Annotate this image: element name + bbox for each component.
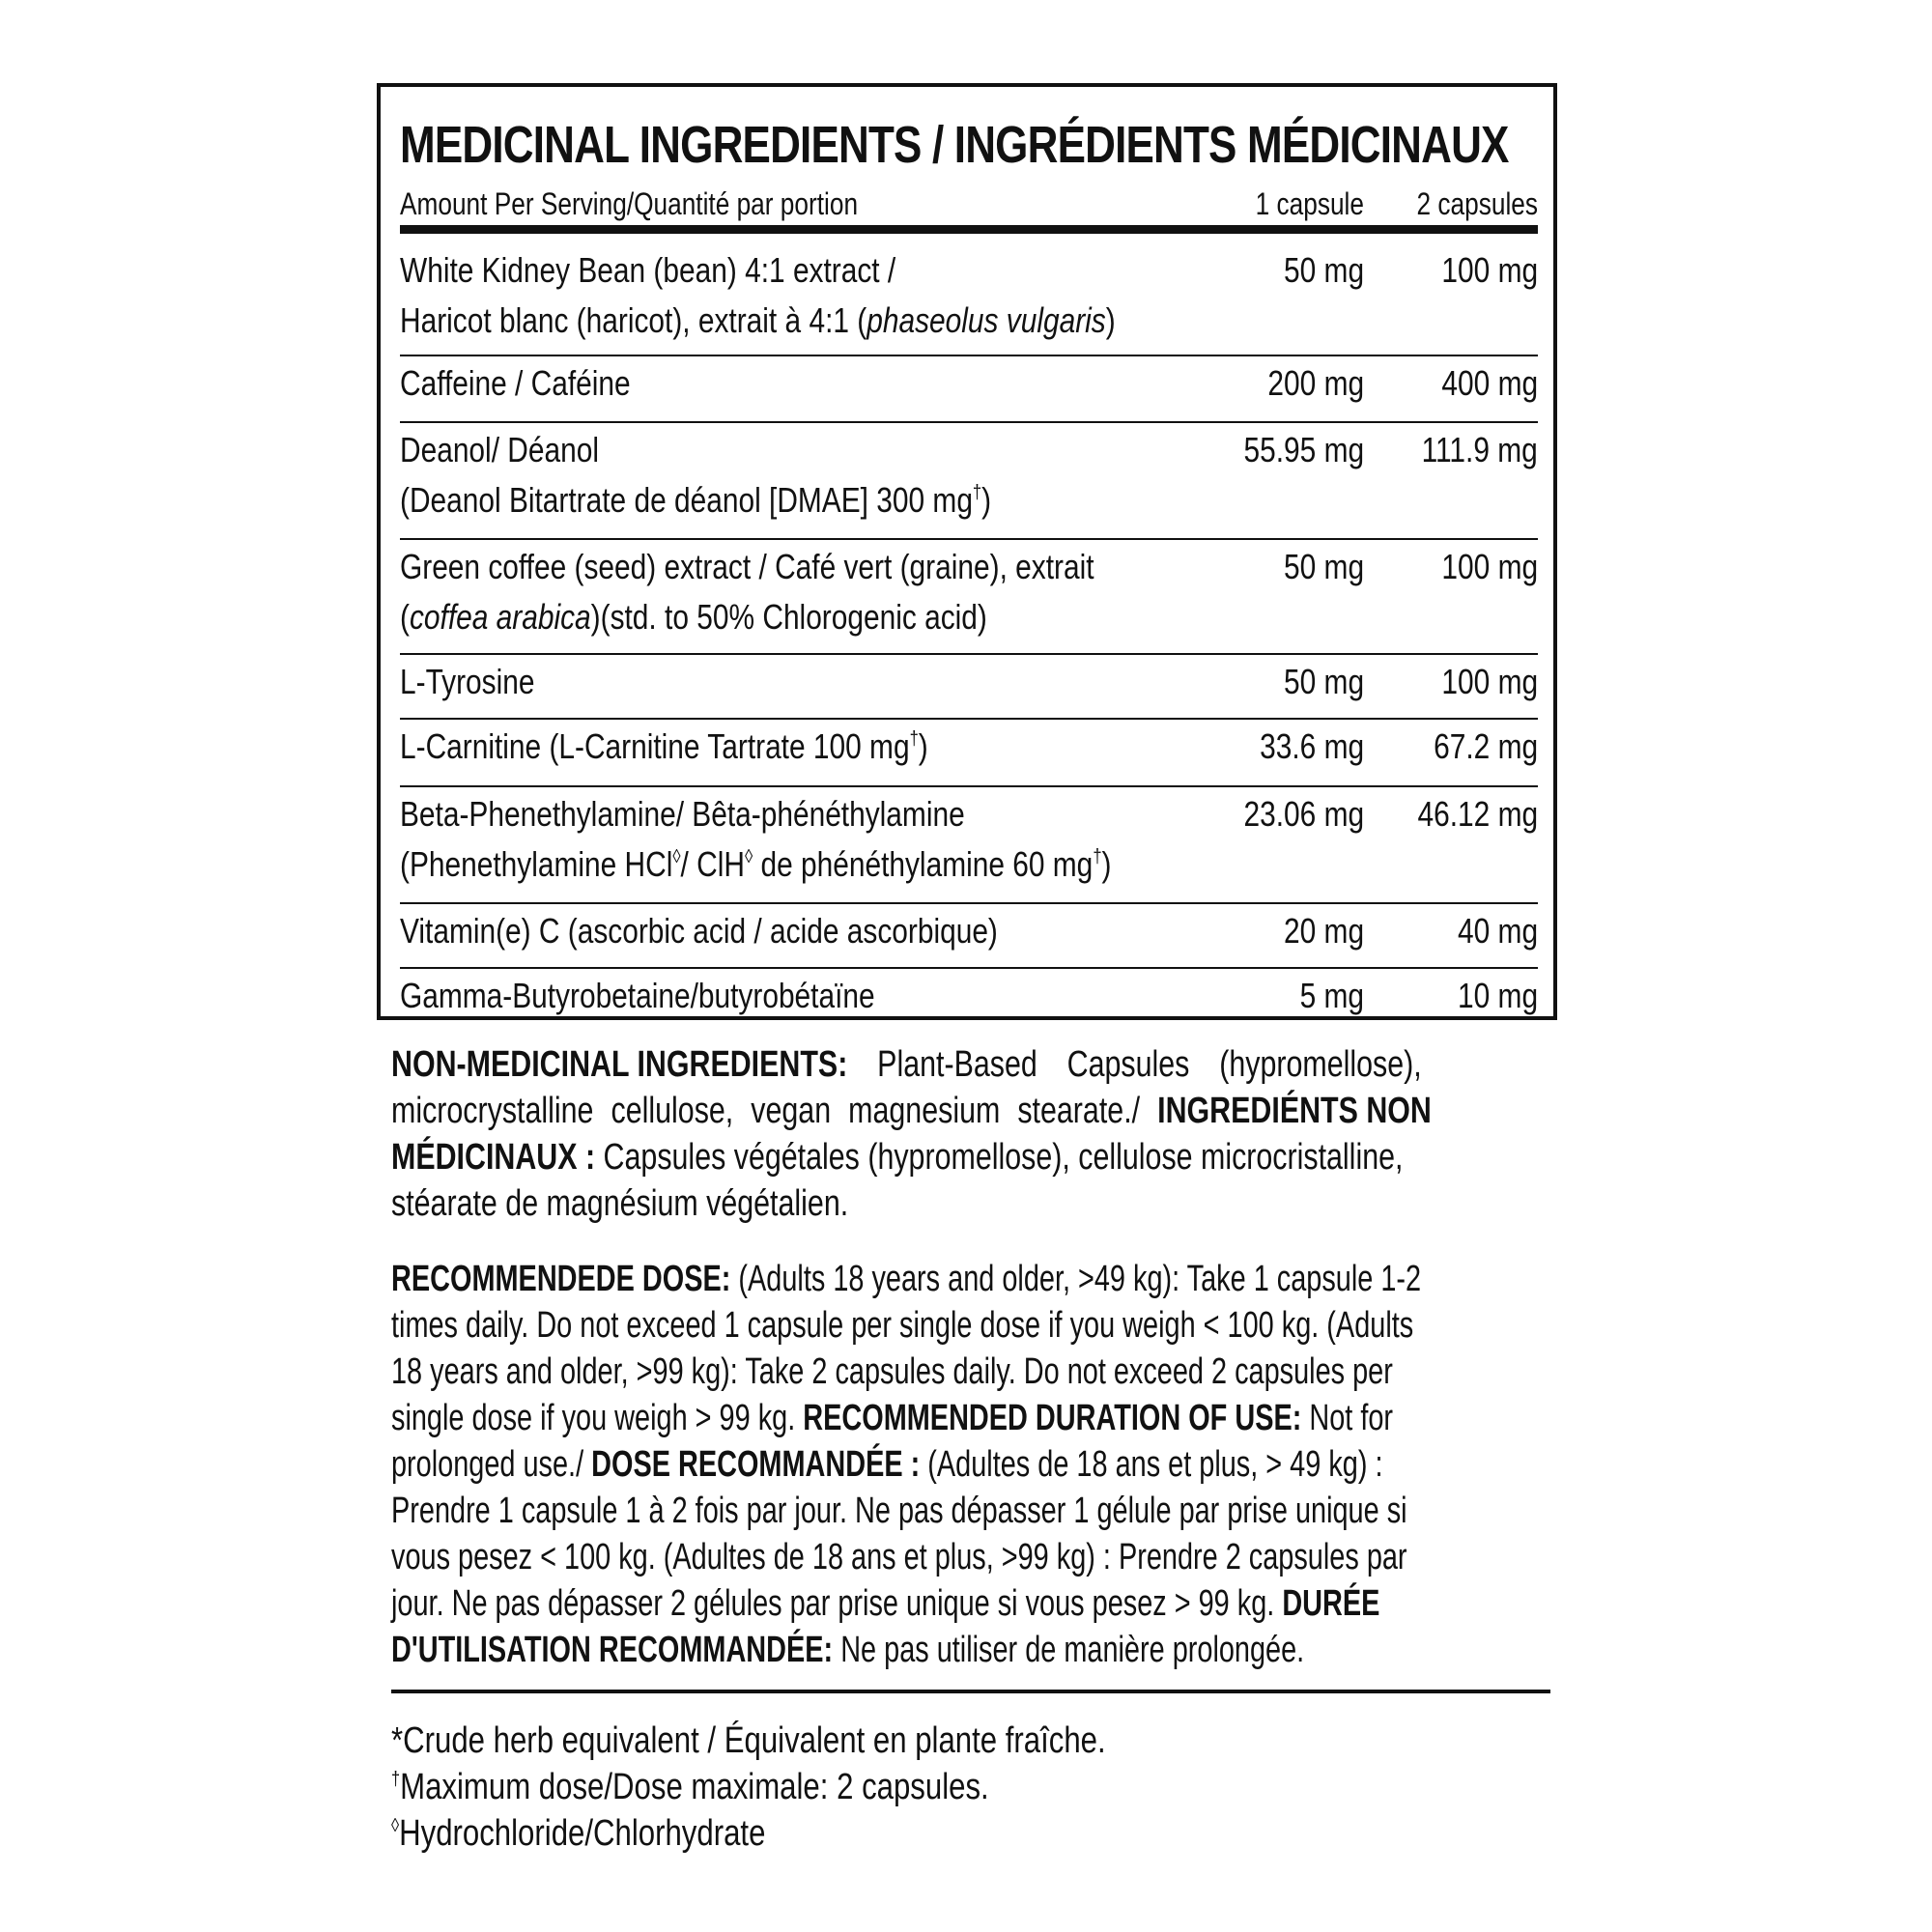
amount-2-capsules: 46.12 mg	[1417, 794, 1538, 834]
text-line: vous pesez < 100 kg. (Adultes de 18 ans et plus, >99 kg) : Prendre 2 capsules par	[391, 1537, 1407, 1577]
amount-1-capsule: 20 mg	[1283, 911, 1364, 951]
ingredient-name: White Kidney Bean (bean) 4:1 extract / Haricot blanc (haricot), extrait à 4:1 (phaseolus vulgaris)	[400, 250, 1116, 340]
amount-1-capsule: 55.95 mg	[1243, 430, 1364, 469]
ingredient-name: Caffeine / Caféine	[400, 363, 631, 403]
ingredient-name: Deanol/ Déanol (Deanol Bitartrate de déanol [DMAE] 300 mg†)	[400, 430, 992, 520]
text-line: single dose if you weigh > 99 kg. RECOMMENDED DURATION OF USE: Not for	[391, 1398, 1394, 1438]
text-line: Prendre 1 capsule 1 à 2 fois par jour. Ne pas dépasser 1 gélule par prise unique si	[391, 1491, 1407, 1531]
amount-1-capsule: 200 mg	[1267, 363, 1364, 403]
amount-2-capsules: 400 mg	[1441, 363, 1538, 403]
text-line: RECOMMENDEDE DOSE: (Adults 18 years and older, >49 kg): Take 1 capsule 1-2	[391, 1259, 1422, 1299]
text-line: D'UTILISATION RECOMMANDÉE: Ne pas utiliser de manière prolongée.	[391, 1630, 1305, 1670]
ingredient-name: L-Tyrosine	[400, 662, 535, 701]
amount-1-capsule: 50 mg	[1283, 250, 1364, 290]
amount-2-capsules: 10 mg	[1457, 976, 1538, 1015]
footnote: ◊Hydrochloride/Chlorhydrate	[391, 1813, 766, 1854]
text-line: prolonged use./ DOSE RECOMMANDÉE : (Adultes de 18 ans et plus, > 49 kg) :	[391, 1444, 1383, 1485]
ingredient-row	[400, 542, 1538, 655]
section-divider	[391, 1690, 1550, 1693]
amount-2-capsules: 67.2 mg	[1434, 726, 1538, 766]
ingredient-name: Green coffee (seed) extract / Café vert (graine), extrait (coffea arabica)(std. to 50% Chlorogenic acid)	[400, 547, 1094, 637]
ingredient-name: Beta-Phenethylamine/ Bêta-phénéthylamine (Phenethylamine HCl◊/ ClH◊ de phénéthylamine 60 mg†)	[400, 794, 1112, 884]
amount-label: Amount Per Serving/Quantité par portion	[400, 186, 859, 221]
ingredient-row	[400, 971, 1538, 1019]
amount-2-capsules: 100 mg	[1441, 547, 1538, 586]
header-rule	[400, 225, 1538, 234]
recommended-dose	[391, 1256, 1546, 1673]
amount-1-capsule: 33.6 mg	[1260, 726, 1364, 766]
ingredient-row	[400, 906, 1538, 969]
ingredient-row	[400, 722, 1538, 787]
text-line: NON-MEDICINAL INGREDIENTS: Plant-Based Capsules (hypromellose),	[391, 1044, 1422, 1085]
ingredient-row	[400, 425, 1538, 540]
text-line: 18 years and older, >99 kg): Take 2 capsules daily. Do not exceed 2 capsules per	[391, 1351, 1393, 1392]
ingredient-row	[400, 245, 1538, 356]
text-line: jour. Ne pas dépasser 2 gélules par prise unique si vous pesez > 99 kg. DURÉE	[391, 1583, 1380, 1624]
amount-1-capsule: 50 mg	[1283, 547, 1364, 586]
amount-2-capsules: 40 mg	[1457, 911, 1538, 951]
ingredient-name: L-Carnitine (L-Carnitine Tartrate 100 mg†)	[400, 726, 928, 766]
footnote: †Maximum dose/Dose maximale: 2 capsules.	[391, 1767, 989, 1807]
ingredient-name: Vitamin(e) C (ascorbic acid / acide ascorbique)	[400, 911, 998, 951]
text-line: MÉDICINAUX : Capsules végétales (hypromellose), cellulose microcristalline,	[391, 1137, 1404, 1178]
amount-per-serving-header	[400, 186, 1538, 221]
amount-2-capsules: 111.9 mg	[1421, 430, 1538, 469]
text-line: stéarate de magnésium végétalien.	[391, 1183, 849, 1224]
footnotes	[391, 1718, 1263, 1857]
medicinal-ingredients-table	[377, 83, 1557, 1020]
ingredient-row	[400, 789, 1538, 904]
amount-1-capsule: 5 mg	[1299, 976, 1364, 1015]
text-line: microcrystalline cellulose, vegan magnesium stearate./ INGREDIÉNTS NON	[391, 1091, 1432, 1131]
amount-1-capsule: 23.06 mg	[1243, 794, 1364, 834]
amount-2-capsules: 100 mg	[1441, 250, 1538, 290]
column-1-capsule: 1 capsule	[1255, 186, 1364, 221]
ingredient-name: Gamma-Butyrobetaine/butyrobétaïne	[400, 976, 875, 1015]
ingredient-row	[400, 657, 1538, 720]
column-2-capsules: 2 capsules	[1416, 186, 1538, 221]
text-line: times daily. Do not exceed 1 capsule per single dose if you weigh < 100 kg. (Adults	[391, 1305, 1414, 1346]
amount-2-capsules: 100 mg	[1441, 662, 1538, 701]
footnote: *Crude herb equivalent / Équivalent en plante fraîche.	[391, 1720, 1106, 1761]
medicinal-title: MEDICINAL INGREDIENTS / INGRÉDIENTS MÉDICINAUX	[400, 116, 1509, 174]
non-medicinal-ingredients	[391, 1041, 1546, 1227]
ingredient-row	[400, 358, 1538, 423]
amount-1-capsule: 50 mg	[1283, 662, 1364, 701]
